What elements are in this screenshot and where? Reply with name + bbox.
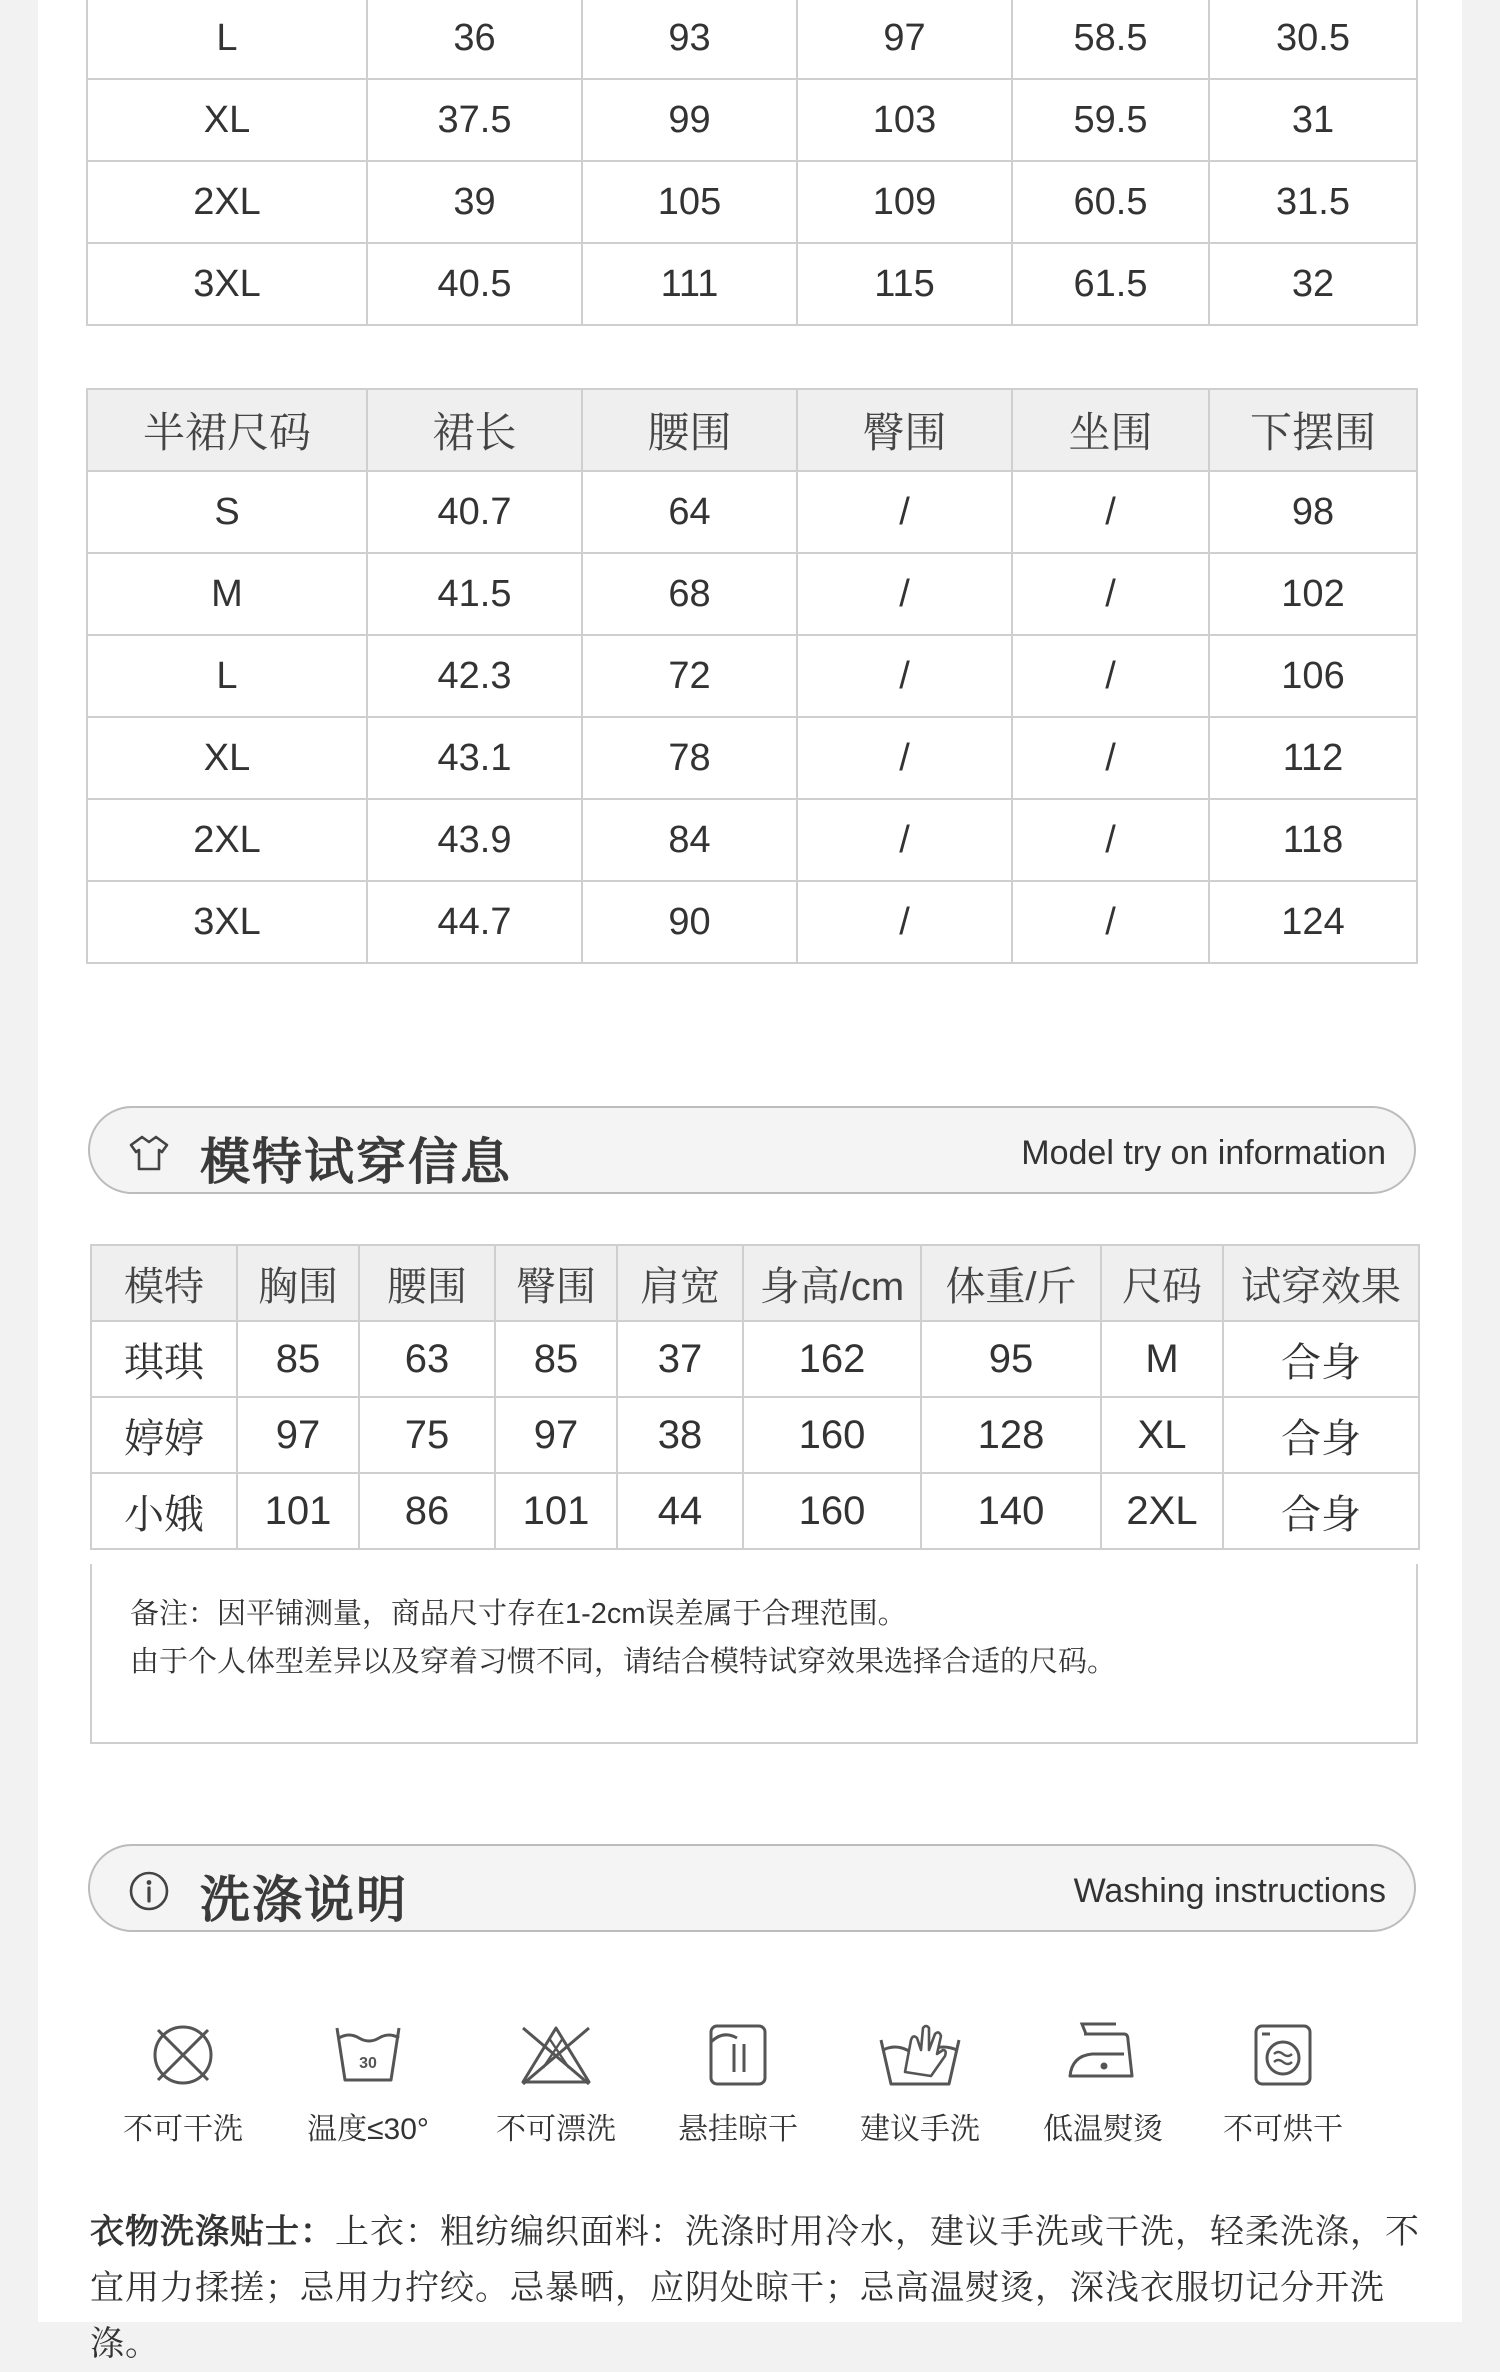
wash-section-banner [88,1844,1416,1932]
value-cell: 86 [359,1473,495,1549]
value-cell: / [797,635,1012,717]
value-cell: / [797,799,1012,881]
care-label: 不可烘干 [1223,2113,1343,2146]
model-note [90,1564,1418,1744]
value-cell: 93 [582,0,797,79]
care-item [840,2020,1000,2148]
header-cell: 胸围 [237,1245,359,1321]
value-cell: 162 [743,1321,921,1397]
value-cell: 40.5 [367,243,582,325]
wash-temp-badge: 30 [359,2055,377,2072]
value-cell: 59.5 [1012,79,1209,161]
tips-body: 上衣：粗纺编织面料：洗涤时用冷水，建议手洗或干洗，轻柔洗涤，不宜用力揉搓；忌用力拧绞。忌暴晒，应阴处晾干；忌高温熨烫，深浅衣服切记分开洗涤。 [90,2213,1420,2363]
value-cell: 101 [237,1473,359,1549]
table-row [87,799,1417,881]
model-section-title: 模特试穿信息 [200,1134,512,1190]
table-row [87,881,1417,963]
care-item [1203,2020,1363,2148]
table-row [87,635,1417,717]
value-cell: 105 [582,161,797,243]
value-cell: 90 [582,881,797,963]
value-cell: / [1012,635,1209,717]
value-cell: 78 [582,717,797,799]
no-bleach-icon [519,2020,593,2090]
care-label: 温度≤30° [307,2113,429,2146]
washing-tips [90,2204,1430,2372]
no-tumble-dry-icon [1248,2020,1318,2090]
value-cell: 68 [582,553,797,635]
value-cell: / [1012,471,1209,553]
value-cell: 124 [1209,881,1417,963]
header-cell: 身高/cm [743,1245,921,1321]
low-iron-icon [1066,2020,1140,2090]
model-name-cell: 小娥 [91,1473,237,1549]
value-cell: 97 [237,1397,359,1473]
header-cell: 体重/斤 [921,1245,1101,1321]
care-item [1023,2020,1183,2148]
value-cell: 118 [1209,799,1417,881]
value-cell: 31 [1209,79,1417,161]
value-cell: 160 [743,1397,921,1473]
size-cell: M [87,553,367,635]
value-cell: / [797,881,1012,963]
product-detail-page [38,0,1462,2363]
value-cell: XL [1101,1397,1223,1473]
model-name-cell: 琪琪 [91,1321,237,1397]
care-icons-row [38,2020,1462,2160]
model-tryon-table [90,1244,1420,1550]
hang-dry-icon [703,2020,773,2090]
care-label: 建议手洗 [860,2113,980,2146]
care-label: 不可干洗 [123,2113,243,2146]
size-cell: XL [87,79,367,161]
value-cell: 111 [582,243,797,325]
header-cell: 下摆围 [1209,389,1417,471]
care-item [476,2020,636,2148]
value-cell: 2XL [1101,1473,1223,1549]
top-size-table [86,0,1418,326]
value-cell: 98 [1209,471,1417,553]
value-cell: 44.7 [367,881,582,963]
table-row [87,717,1417,799]
value-cell: 101 [495,1473,617,1549]
value-cell: / [1012,717,1209,799]
wash-section-title: 洗涤说明 [200,1872,408,1928]
value-cell: 32 [1209,243,1417,325]
header-cell: 臀围 [495,1245,617,1321]
value-cell: 160 [743,1473,921,1549]
value-cell: 140 [921,1473,1101,1549]
care-item [103,2020,263,2148]
care-item [658,2020,818,2148]
value-cell: 31.5 [1209,161,1417,243]
value-cell: 128 [921,1397,1101,1473]
value-cell: 60.5 [1012,161,1209,243]
header-cell: 模特 [91,1245,237,1321]
header-cell: 裙长 [367,389,582,471]
value-cell: 102 [1209,553,1417,635]
size-cell: 3XL [87,881,367,963]
value-cell: 115 [797,243,1012,325]
table-row [87,79,1417,161]
model-section-banner [88,1106,1416,1194]
table-header-row [87,389,1417,471]
value-cell: 36 [367,0,582,79]
header-cell: 臀围 [797,389,1012,471]
header-cell: 尺码 [1101,1245,1223,1321]
value-cell: 40.7 [367,471,582,553]
value-cell: 44 [617,1473,743,1549]
size-cell: L [87,635,367,717]
value-cell: 43.9 [367,799,582,881]
tshirt-icon [128,1132,170,1174]
hand-wash-icon [877,2020,963,2090]
value-cell: 合身 [1223,1321,1419,1397]
value-cell: 84 [582,799,797,881]
header-cell: 半裙尺码 [87,389,367,471]
no-dry-clean-icon [148,2020,218,2090]
value-cell: 109 [797,161,1012,243]
header-cell: 腰围 [359,1245,495,1321]
size-cell: XL [87,717,367,799]
table-row [91,1397,1419,1473]
care-item [288,2020,448,2148]
value-cell: 43.1 [367,717,582,799]
value-cell: 合身 [1223,1397,1419,1473]
wash-30-icon [333,2020,403,2090]
value-cell: / [1012,553,1209,635]
value-cell: 72 [582,635,797,717]
table-row [87,0,1417,79]
header-cell: 试穿效果 [1223,1245,1419,1321]
value-cell: 85 [495,1321,617,1397]
note-line: 备注：因平铺测量，商品尺寸存在1-2cm误差属于合理范围。 [130,1598,907,1630]
value-cell: 85 [237,1321,359,1397]
value-cell: 30.5 [1209,0,1417,79]
wash-section-subtitle: Washing instructions [1073,1872,1386,1910]
value-cell: 42.3 [367,635,582,717]
value-cell: / [1012,799,1209,881]
value-cell: / [797,717,1012,799]
size-cell: S [87,471,367,553]
care-label: 不可漂洗 [496,2113,616,2146]
value-cell: 39 [367,161,582,243]
size-cell: 2XL [87,799,367,881]
size-cell: 2XL [87,161,367,243]
model-name-cell: 婷婷 [91,1397,237,1473]
value-cell: 41.5 [367,553,582,635]
value-cell: 合身 [1223,1473,1419,1549]
value-cell: 103 [797,79,1012,161]
header-cell: 坐围 [1012,389,1209,471]
size-cell: L [87,0,367,79]
value-cell: 97 [495,1397,617,1473]
header-cell: 腰围 [582,389,797,471]
table-row [87,471,1417,553]
value-cell: 106 [1209,635,1417,717]
value-cell: / [1012,881,1209,963]
value-cell: 61.5 [1012,243,1209,325]
tips-heading: 衣物洗涤贴士： [90,2213,335,2251]
table-row [87,161,1417,243]
model-section-subtitle: Model try on information [1021,1134,1386,1172]
value-cell: / [797,471,1012,553]
value-cell: 75 [359,1397,495,1473]
value-cell: 99 [582,79,797,161]
value-cell: 37.5 [367,79,582,161]
table-header-row [91,1245,1419,1321]
info-icon [128,1870,170,1912]
value-cell: 64 [582,471,797,553]
value-cell: 97 [797,0,1012,79]
care-label: 低温熨烫 [1043,2113,1163,2146]
value-cell: / [797,553,1012,635]
care-label: 悬挂晾干 [678,2113,798,2146]
table-row [91,1321,1419,1397]
value-cell: 95 [921,1321,1101,1397]
note-line: 由于个人体型差异以及穿着习惯不同，请结合模特试穿效果选择合适的尺码。 [130,1646,1117,1678]
size-cell: 3XL [87,243,367,325]
value-cell: 58.5 [1012,0,1209,79]
value-cell: 112 [1209,717,1417,799]
value-cell: 63 [359,1321,495,1397]
table-row [91,1473,1419,1549]
value-cell: 37 [617,1321,743,1397]
table-row [87,243,1417,325]
value-cell: 38 [617,1397,743,1473]
value-cell: M [1101,1321,1223,1397]
table-row [87,553,1417,635]
skirt-size-table [86,388,1418,964]
header-cell: 肩宽 [617,1245,743,1321]
